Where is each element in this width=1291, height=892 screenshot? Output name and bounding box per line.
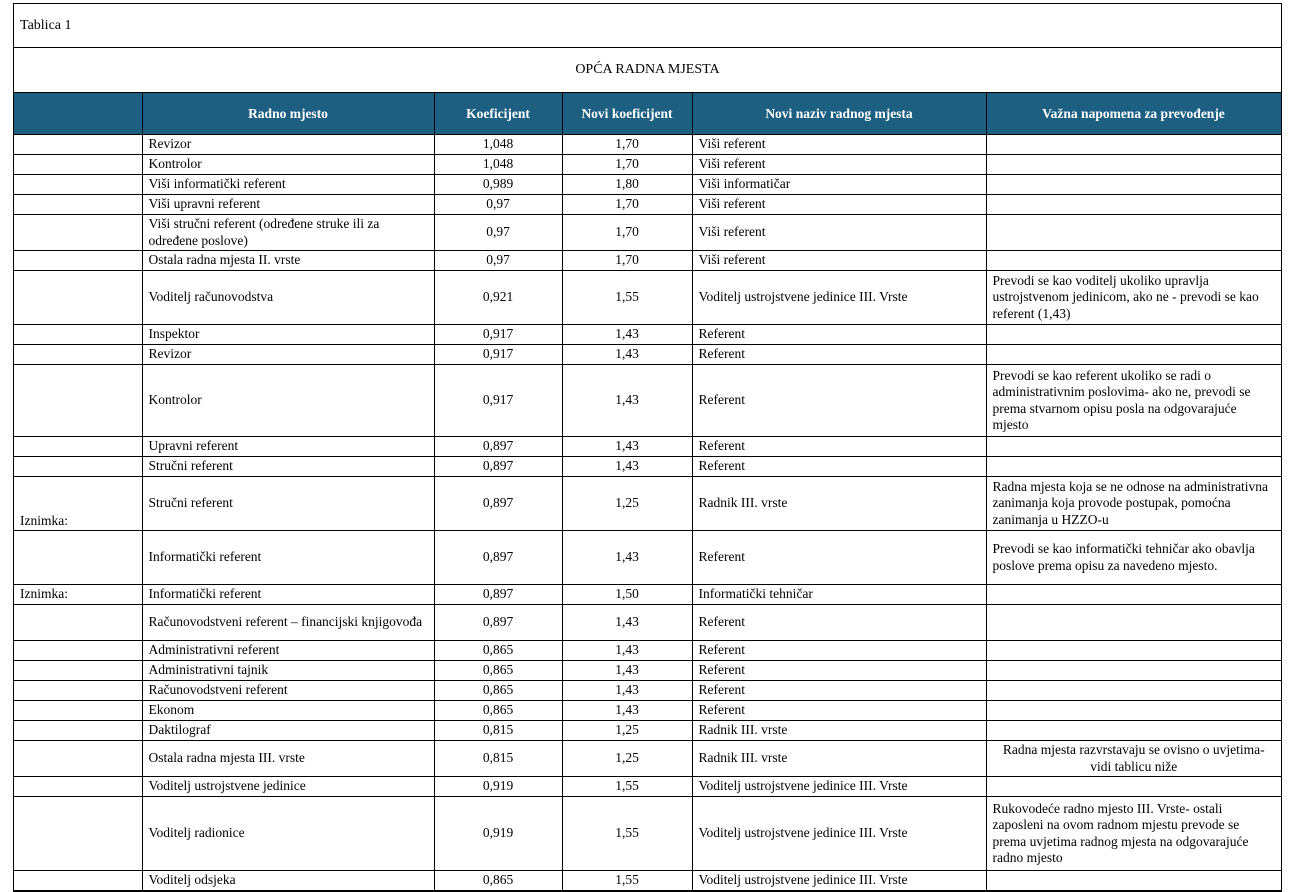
row-job-title: Administrativni referent: [142, 641, 434, 661]
row-new-coefficient: 1,43: [562, 661, 692, 681]
jobs-table: [14, 93, 1282, 891]
row-job-title: Informatički referent: [142, 531, 434, 585]
row-job-title: Računovodstveni referent: [142, 681, 434, 701]
row-job-title: Stručni referent: [142, 477, 434, 531]
row-translation-note: [986, 457, 1281, 477]
row-translation-note: [986, 641, 1281, 661]
row-job-title: Ekonom: [142, 701, 434, 721]
table-caption: Tablica 1: [14, 4, 1281, 48]
row-new-job-name: Viši referent: [692, 155, 986, 175]
row-translation-note: [986, 701, 1281, 721]
table-row: [14, 345, 1281, 365]
row-job-title: Voditelj računovodstva: [142, 271, 434, 325]
row-job-title: Daktilograf: [142, 721, 434, 741]
row-new-job-name: Radnik III. vrste: [692, 721, 986, 741]
row-translation-note: Radna mjesta koja se ne odnose na administrativna zanimanja koja provode postupak, pomoćna zanimanja u HZZO-u: [986, 477, 1281, 531]
row-new-job-name: Referent: [692, 701, 986, 721]
row-new-coefficient: 1,25: [562, 721, 692, 741]
row-new-coefficient: 1,80: [562, 175, 692, 195]
row-coefficient: 0,865: [434, 641, 562, 661]
row-new-job-name: Referent: [692, 641, 986, 661]
row-coefficient: 1,048: [434, 155, 562, 175]
row-coefficient: 0,897: [434, 457, 562, 477]
row-job-title: Voditelj ustrojstvene jedinice: [142, 777, 434, 797]
table-body: [14, 135, 1281, 891]
table-row: [14, 531, 1281, 585]
row-translation-note: [986, 155, 1281, 175]
row-job-title: Voditelj radionice: [142, 797, 434, 871]
row-new-job-name: Referent: [692, 531, 986, 585]
table-row: [14, 721, 1281, 741]
row-new-job-name: Viši referent: [692, 195, 986, 215]
row-translation-note: [986, 135, 1281, 155]
row-new-coefficient: 1,25: [562, 741, 692, 777]
table-row: [14, 365, 1281, 437]
row-exception-label: Iznimka:: [14, 477, 142, 531]
row-coefficient: 0,865: [434, 661, 562, 681]
row-new-coefficient: 1,43: [562, 345, 692, 365]
row-new-job-name: Referent: [692, 681, 986, 701]
row-coefficient: 0,97: [434, 195, 562, 215]
table-row: [14, 585, 1281, 605]
row-coefficient: 0,919: [434, 777, 562, 797]
row-translation-note: [986, 721, 1281, 741]
row-new-job-name: Referent: [692, 345, 986, 365]
row-job-title: Viši upravni referent: [142, 195, 434, 215]
row-new-coefficient: 1,43: [562, 681, 692, 701]
row-new-coefficient: 1,55: [562, 271, 692, 325]
row-coefficient: 0,917: [434, 345, 562, 365]
row-exception-label: [14, 661, 142, 681]
row-exception-label: [14, 721, 142, 741]
row-exception-label: [14, 605, 142, 641]
row-coefficient: 0,897: [434, 585, 562, 605]
table-row: [14, 175, 1281, 195]
table-header: [14, 93, 1281, 135]
row-new-job-name: Viši referent: [692, 251, 986, 271]
row-new-job-name: Voditelj ustrojstvene jedinice III. Vrste: [692, 871, 986, 891]
row-exception-label: [14, 681, 142, 701]
row-new-job-name: Viši referent: [692, 215, 986, 251]
row-exception-label: [14, 155, 142, 175]
table-row: [14, 271, 1281, 325]
row-new-job-name: Voditelj ustrojstvene jedinice III. Vrste: [692, 271, 986, 325]
row-coefficient: 0,897: [434, 531, 562, 585]
document-table: [13, 3, 1282, 892]
row-translation-note: [986, 605, 1281, 641]
row-exception-label: [14, 325, 142, 345]
row-translation-note: [986, 585, 1281, 605]
row-translation-note: [986, 175, 1281, 195]
row-translation-note: [986, 345, 1281, 365]
table-row: [14, 477, 1281, 531]
table-row: [14, 701, 1281, 721]
row-new-job-name: Viši informatičar: [692, 175, 986, 195]
row-coefficient: 0,865: [434, 681, 562, 701]
row-new-job-name: Radnik III. vrste: [692, 477, 986, 531]
row-coefficient: 0,97: [434, 215, 562, 251]
row-new-coefficient: 1,43: [562, 325, 692, 345]
table-row: [14, 741, 1281, 777]
row-new-coefficient: 1,55: [562, 871, 692, 891]
row-exception-label: [14, 701, 142, 721]
row-new-job-name: Viši referent: [692, 135, 986, 155]
row-translation-note: [986, 251, 1281, 271]
row-translation-note: Radna mjesta razvrstavaju se ovisno o uvjetima- vidi tablicu niže: [986, 741, 1281, 777]
row-new-coefficient: 1,55: [562, 777, 692, 797]
table-row: [14, 457, 1281, 477]
row-translation-note: Prevodi se kao informatički tehničar ako obavlja poslove prema opisu za navedeno mjesto.: [986, 531, 1281, 585]
row-job-title: Kontrolor: [142, 155, 434, 175]
table-row: [14, 605, 1281, 641]
row-translation-note: [986, 437, 1281, 457]
row-exception-label: [14, 175, 142, 195]
row-coefficient: 1,048: [434, 135, 562, 155]
row-translation-note: [986, 681, 1281, 701]
row-translation-note: Prevodi se kao voditelj ukoliko upravlja ustrojstvenom jedinicom, ako ne - prevodi se kao referent (1,43): [986, 271, 1281, 325]
row-job-title: Kontrolor: [142, 365, 434, 437]
row-coefficient: 0,815: [434, 741, 562, 777]
row-job-title: Inspektor: [142, 325, 434, 345]
row-new-job-name: Referent: [692, 365, 986, 437]
row-job-title: Računovodstveni referent – financijski knjigovođa: [142, 605, 434, 641]
row-job-title: Ostala radna mjesta III. vrste: [142, 741, 434, 777]
row-new-coefficient: 1,25: [562, 477, 692, 531]
row-new-job-name: Referent: [692, 457, 986, 477]
table-row: [14, 871, 1281, 891]
row-new-coefficient: 1,50: [562, 585, 692, 605]
table-row: [14, 681, 1281, 701]
row-new-job-name: Radnik III. vrste: [692, 741, 986, 777]
row-new-coefficient: 1,70: [562, 195, 692, 215]
row-translation-note: Rukovodeće radno mjesto III. Vrste- ostali zaposleni na ovom radnom mjestu prevode se prema uvjetima radnog mjesta na odgovarajuće radno mjesto: [986, 797, 1281, 871]
row-exception-label: [14, 871, 142, 891]
row-exception-label: [14, 797, 142, 871]
row-translation-note: [986, 195, 1281, 215]
table-row: [14, 195, 1281, 215]
row-new-coefficient: 1,43: [562, 365, 692, 437]
row-new-coefficient: 1,70: [562, 135, 692, 155]
row-new-coefficient: 1,43: [562, 701, 692, 721]
row-new-coefficient: 1,43: [562, 437, 692, 457]
row-job-title: Upravni referent: [142, 437, 434, 457]
table-row: [14, 661, 1281, 681]
row-exception-label: [14, 457, 142, 477]
row-coefficient: 0,97: [434, 251, 562, 271]
row-exception-label: [14, 437, 142, 457]
row-exception-label: [14, 641, 142, 661]
table-row: [14, 135, 1281, 155]
row-coefficient: 0,917: [434, 325, 562, 345]
row-new-job-name: Voditelj ustrojstvene jedinice III. Vrste: [692, 777, 986, 797]
row-job-title: Viši informatički referent: [142, 175, 434, 195]
row-job-title: Revizor: [142, 345, 434, 365]
row-exception-label: [14, 195, 142, 215]
row-new-coefficient: 1,43: [562, 641, 692, 661]
header-new-job-name: Novi naziv radnog mjesta: [692, 93, 986, 135]
row-new-coefficient: 1,70: [562, 155, 692, 175]
row-new-job-name: Referent: [692, 661, 986, 681]
row-translation-note: [986, 871, 1281, 891]
row-exception-label: [14, 777, 142, 797]
row-exception-label: [14, 251, 142, 271]
row-exception-label: [14, 271, 142, 325]
row-exception-label: Iznimka:: [14, 585, 142, 605]
row-translation-note: [986, 215, 1281, 251]
header-exception: [14, 93, 142, 135]
header-new-coefficient: Novi koeficijent: [562, 93, 692, 135]
table-row: [14, 215, 1281, 251]
row-coefficient: 0,815: [434, 721, 562, 741]
row-new-coefficient: 1,43: [562, 605, 692, 641]
row-coefficient: 0,865: [434, 701, 562, 721]
row-job-title: Informatički referent: [142, 585, 434, 605]
row-new-job-name: Referent: [692, 325, 986, 345]
row-job-title: Viši stručni referent (određene struke ili za određene poslove): [142, 215, 434, 251]
table-title: OPĆA RADNA MJESTA: [14, 48, 1281, 93]
row-new-coefficient: 1,55: [562, 797, 692, 871]
row-new-coefficient: 1,43: [562, 531, 692, 585]
row-exception-label: [14, 531, 142, 585]
row-coefficient: 0,897: [434, 437, 562, 457]
row-coefficient: 0,917: [434, 365, 562, 437]
row-new-coefficient: 1,70: [562, 251, 692, 271]
row-coefficient: 0,897: [434, 477, 562, 531]
header-coefficient: Koeficijent: [434, 93, 562, 135]
table-row: [14, 641, 1281, 661]
table-row: [14, 325, 1281, 345]
row-new-coefficient: 1,43: [562, 457, 692, 477]
row-new-coefficient: 1,70: [562, 215, 692, 251]
row-coefficient: 0,921: [434, 271, 562, 325]
row-translation-note: [986, 661, 1281, 681]
row-job-title: Administrativni tajnik: [142, 661, 434, 681]
header-job-title: Radno mjesto: [142, 93, 434, 135]
table-row: [14, 777, 1281, 797]
row-exception-label: [14, 365, 142, 437]
row-new-job-name: Informatički tehničar: [692, 585, 986, 605]
row-coefficient: 0,865: [434, 871, 562, 891]
row-job-title: Stručni referent: [142, 457, 434, 477]
table-row: [14, 797, 1281, 871]
header-translation-note: Važna napomena za prevođenje: [986, 93, 1281, 135]
row-translation-note: [986, 777, 1281, 797]
row-new-job-name: Referent: [692, 605, 986, 641]
row-exception-label: [14, 741, 142, 777]
table-row: [14, 437, 1281, 457]
row-coefficient: 0,919: [434, 797, 562, 871]
header-row: [14, 93, 1281, 135]
row-new-job-name: Voditelj ustrojstvene jedinice III. Vrste: [692, 797, 986, 871]
row-job-title: Revizor: [142, 135, 434, 155]
row-new-job-name: Referent: [692, 437, 986, 457]
row-exception-label: [14, 135, 142, 155]
row-exception-label: [14, 345, 142, 365]
row-job-title: Voditelj odsjeka: [142, 871, 434, 891]
row-exception-label: [14, 215, 142, 251]
row-coefficient: 0,989: [434, 175, 562, 195]
table-row: [14, 155, 1281, 175]
row-translation-note: [986, 325, 1281, 345]
table-row: [14, 251, 1281, 271]
row-job-title: Ostala radna mjesta II. vrste: [142, 251, 434, 271]
row-translation-note: Prevodi se kao referent ukoliko se radi o administrativnim poslovima- ako ne, prevodi se prema stvarnom opisu posla na odgovarajuće mjesto: [986, 365, 1281, 437]
row-coefficient: 0,897: [434, 605, 562, 641]
